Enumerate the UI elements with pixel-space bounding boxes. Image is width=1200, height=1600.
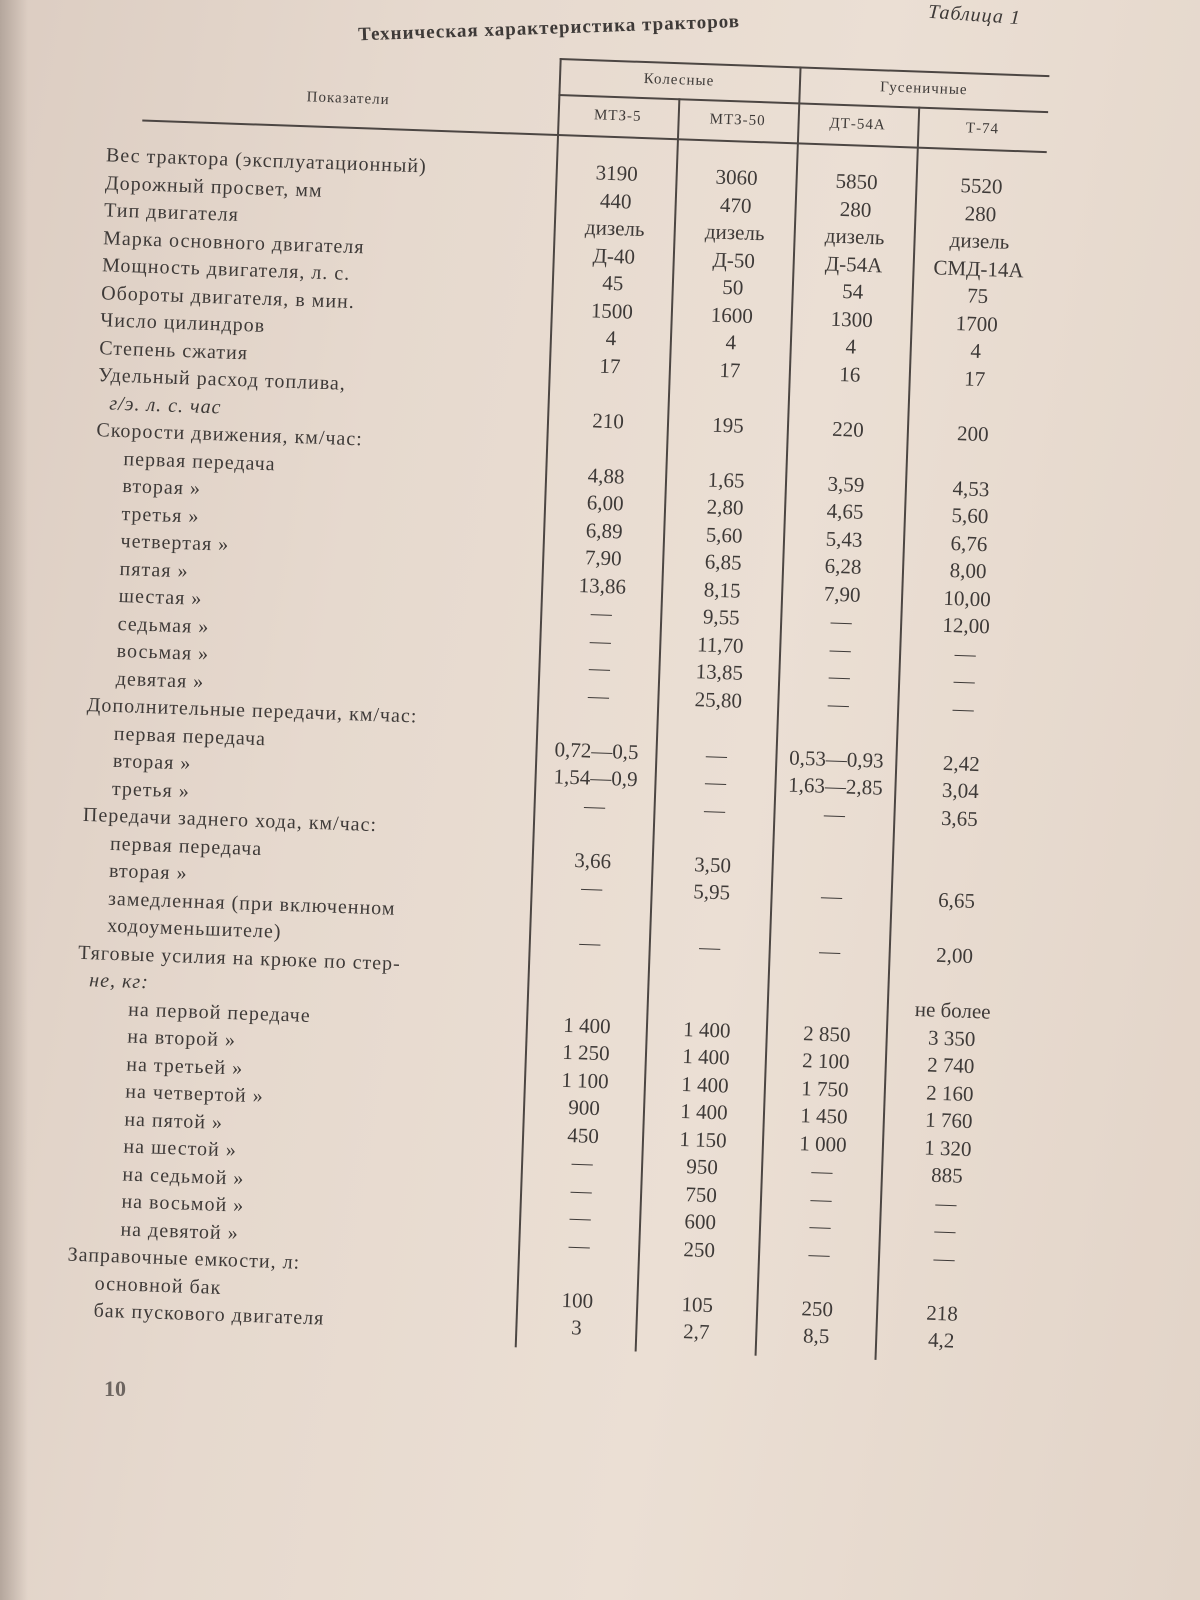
cell-value [648,987,767,1017]
cell-value: 4 [725,330,737,355]
row-label: ходоуменьшителе) [106,914,282,943]
cell-value [548,433,667,463]
cell-value: 280 [839,196,872,222]
cell-value: 4,2 [927,1327,955,1353]
cell-value: не более [914,997,992,1024]
cell-value: 4 [845,334,857,359]
cell-value: 5520 [960,173,1003,199]
cell-value: 885 [930,1162,964,1188]
cell-value: 470 [719,192,752,218]
cell-value: 4,88 [587,462,625,489]
row-label: на восьмой » [121,1190,245,1217]
cell-value: 280 [964,200,997,226]
cell-value: 2 850 [802,1020,851,1047]
row-label: седьмая » [117,612,210,638]
row-label: не, кг: [88,969,150,994]
cell-value [668,437,787,467]
cell-value: 4 [605,325,617,351]
cell-value: 1 250 [561,1039,611,1066]
row-label: Мощность двигателя, л. с. [101,254,351,285]
cell-value [788,441,907,471]
cell-value: 0,72—0,5 [554,736,639,764]
cell-value: 17 [599,353,621,378]
row-label: Дорожный просвет, мм [104,171,323,202]
cell-value [909,390,1038,420]
cell-value: — [705,742,728,767]
cell-value: 3060 [715,164,759,191]
cell-value: 1500 [590,297,634,324]
row-label: третья » [111,777,191,803]
cell-value: 16 [838,361,861,387]
header-group-tracked: Гусеничные [879,79,968,99]
cell-value: — [820,883,843,909]
row-label: на шестой » [123,1135,238,1162]
row-label: Передачи заднего хода, км/час: [82,803,378,837]
cell-value: 2,7 [682,1319,710,1345]
cell-value: 50 [721,274,744,300]
cell-value: 8,15 [703,576,742,603]
cell-value: — [827,691,850,717]
cell-value: 7,90 [584,545,623,571]
cell-value: 2 100 [801,1048,850,1074]
cell-value: — [809,1213,832,1239]
row-label: первая передача [123,447,276,475]
header-model-mtz50: МТЗ-50 [709,111,766,130]
row-label: Обороты двигателя, в мин. [100,281,356,313]
cell-value: — [590,600,613,626]
cell-value: — [588,655,611,681]
cell-value: 6,85 [704,549,743,575]
cell-value: 3190 [595,160,639,186]
row-label: Заправочные емкости, л: [67,1243,301,1274]
cell-value: 210 [591,407,625,434]
cell-value: 13,86 [578,572,627,599]
cell-value [670,382,789,412]
cell-value [529,955,648,985]
cell-value [769,963,888,993]
cell-value: 2,42 [942,750,981,776]
cell-value: 17 [963,365,986,391]
header-group-wheeled: Колесные [643,71,715,90]
cell-value [898,720,1027,750]
row-label: на седьмой » [122,1162,245,1190]
page-gutter-shadow [0,0,28,1600]
row-label: шестая » [118,584,203,610]
cell-value: — [818,938,841,964]
cell-value: 5,60 [951,503,989,529]
table-title: Техническая характеристика тракторов [357,11,741,46]
cell-value: 1 400 [682,1016,731,1043]
cell-value: 1 400 [562,1012,612,1038]
cell-value: 3,04 [941,777,980,804]
cell-value: — [829,636,852,662]
cell-value [529,983,648,1013]
row-label: первая передача [113,722,267,750]
cell-value [908,445,1037,475]
cell-value [654,822,773,852]
cell-value: 2 740 [926,1052,975,1079]
row-label: вторая » [108,859,188,885]
row-label: Дополнительные передачи, км/час: [86,693,418,728]
cell-value: — [580,875,603,901]
row-label: третья » [121,502,200,528]
cell-value: — [933,1245,955,1271]
row-label: пятая » [119,557,189,582]
cell-value [651,904,770,934]
cell-value: — [828,663,851,689]
cell-value: 220 [831,416,865,442]
row-label: на девятой » [120,1217,240,1245]
cell-value: 6,28 [824,553,862,579]
cell-value: 11,70 [696,631,744,658]
cell-value: 1600 [710,301,754,328]
cell-value: 4,65 [826,498,864,524]
cell-value: Д-50 [712,247,756,273]
cell-value: 1 100 [561,1067,610,1093]
row-label: на четвертой » [125,1080,265,1108]
cell-value: — [587,682,610,708]
cell-value: — [830,608,853,634]
cell-value [531,900,650,930]
cell-value: 0,53—0,93 [788,744,885,773]
cell-value: 25,80 [694,686,743,713]
cell-value: 1 400 [681,1043,730,1070]
header-model-mtz5: МТЗ-5 [593,107,642,125]
row-label: Степень сжатия [98,336,249,364]
row-label: бак пускового двигателя [93,1299,325,1330]
cell-value: 8,5 [802,1323,830,1349]
cell-value: 2 160 [925,1079,974,1106]
cell-value: 4,53 [952,475,990,501]
cell-value: 1 760 [924,1107,973,1134]
cell-value: 1 400 [680,1098,729,1125]
cell-value: дизель [584,215,646,242]
cell-value: 1700 [955,310,999,336]
cell-value: 6,00 [586,490,625,516]
cell-value: — [811,1158,833,1184]
row-label: вторая » [112,749,192,775]
header-indicators: Показатели [306,89,390,109]
cell-value: 450 [566,1122,600,1148]
cell-value: 10,00 [943,585,992,611]
cell-value: 4 [970,338,982,363]
row-label: замедленная (при включенном [107,887,396,920]
row-label: на первой передаче [127,998,312,1027]
cell-value [879,1270,1008,1300]
cell-value: — [823,801,846,826]
cell-value [773,854,892,884]
row-label: Вес трактора (эксплуатационный) [105,144,428,178]
cell-value: 54 [841,279,864,304]
spec-table [53,42,1049,1414]
cell-value: — [934,1217,956,1243]
cell-value: 6,89 [585,517,624,544]
row-label: Удельный расход топлива, [97,364,347,395]
cell-value: 5850 [835,168,878,195]
row-label: на третьей » [125,1053,244,1080]
cell-value: — [589,627,612,653]
row-label: девятая » [115,667,205,693]
cell-value: 218 [926,1300,959,1326]
row-label: Тип двигателя [103,199,240,226]
cell-value: 1,65 [707,466,745,493]
cell-value: СМД-14А [933,254,1025,282]
cell-value [889,968,1018,998]
cell-value: — [953,668,976,693]
cell-value: 200 [956,420,990,446]
cell-value: 600 [684,1209,717,1235]
cell-value [891,913,1020,943]
cell-value: — [703,797,726,822]
cell-value: — [704,769,727,795]
row-label: вторая » [122,475,202,500]
cell-value: — [578,930,601,956]
row-label: г/э. л. с. час [109,392,222,418]
cell-value [519,1257,638,1287]
row-label: на пятой » [124,1108,224,1134]
cell-value: дизель [824,223,885,250]
cell-value [768,991,887,1021]
cell-value [789,386,908,416]
cell-value: 6,65 [937,887,976,914]
cell-value: 3,59 [827,471,865,497]
cell-value [894,830,1023,860]
cell-value [774,826,893,856]
cell-value [778,716,897,746]
cell-value: 1,54—0,9 [553,764,639,792]
row-label: восьмая » [116,639,210,666]
cell-value: 2,00 [935,942,974,969]
row-label: Скорости движения, км/час: [96,419,364,451]
cell-value: — [568,1232,591,1258]
cell-value [639,1262,758,1292]
cell-value [538,708,657,738]
cell-value: 3,50 [693,851,732,878]
cell-value: Д-54А [824,250,883,277]
cell-value: 7,90 [823,581,861,607]
cell-value: 3,66 [573,847,612,873]
cell-value: 1,63—2,85 [787,772,884,800]
cell-value [893,858,1022,888]
cell-value: 250 [801,1295,834,1321]
cell-value: — [952,695,975,721]
cell-value: — [810,1186,832,1211]
cell-value: 75 [966,283,989,309]
cell-value: 1 450 [799,1103,848,1129]
cell-value: 8,00 [949,557,987,584]
cell-value: 440 [599,188,632,214]
cell-value: — [570,1177,593,1203]
row-label: Тяговые усилия на крюке по стер- [77,941,402,975]
cell-value [759,1266,878,1296]
header-model-dt54a: ДТ-54А [829,115,886,134]
cell-value: дизель [949,227,1010,254]
cell-value: 5,60 [705,521,743,548]
cell-value: 12,00 [942,612,991,639]
page-number: 10 [104,1376,126,1401]
cell-value: 100 [561,1287,594,1313]
cell-value: — [954,640,977,666]
cell-value: 1 150 [679,1126,728,1153]
row-label: основной бак [94,1272,222,1299]
cell-value: 195 [711,412,745,438]
cell-value [771,908,890,938]
cell-value: 3,65 [940,805,979,831]
cell-value: 3 [570,1315,583,1340]
cell-value: 750 [684,1181,718,1207]
cell-value: 250 [683,1236,716,1262]
cell-value: Д-40 [592,242,636,269]
cell-value: — [571,1150,594,1175]
cell-value: 2,80 [706,494,744,520]
row-label: Число цилиндров [99,309,266,337]
cell-value: 13,85 [695,659,744,685]
cell-value [658,712,777,742]
cell-value: 17 [719,357,741,383]
cell-value: 900 [567,1095,601,1121]
cell-value: 9,55 [702,604,741,630]
row-label: Марка основного двигателя [102,226,365,258]
cell-value: 5,95 [692,879,731,905]
cell-value: — [698,934,721,960]
row-label: четвертая » [120,530,230,556]
cell-value: 3 350 [927,1025,976,1051]
cell-value: дизель [704,219,765,246]
cell-value: — [935,1190,957,1216]
cell-value: 45 [601,270,624,296]
cell-value: 5,43 [825,526,863,552]
cell-value: 1 320 [923,1134,972,1161]
cell-value: — [808,1240,831,1266]
header-model-t74: Т-74 [965,120,1000,138]
cell-value: 105 [681,1291,714,1317]
cell-value: — [569,1205,592,1230]
cell-value: 1 750 [800,1075,849,1102]
table-number: Таблица 1 [927,0,1022,30]
cell-value: 1 000 [798,1130,848,1157]
cell-value: 1300 [830,306,874,332]
cell-value: — [583,792,606,818]
row-label: первая передача [109,832,263,860]
cell-value [550,378,669,408]
cell-value: 1 400 [680,1071,730,1098]
cell-value [534,818,653,848]
cell-value [649,959,768,989]
row-label: на второй » [126,1025,237,1052]
cell-value: 6,76 [950,530,988,556]
cell-value: 950 [685,1154,719,1180]
